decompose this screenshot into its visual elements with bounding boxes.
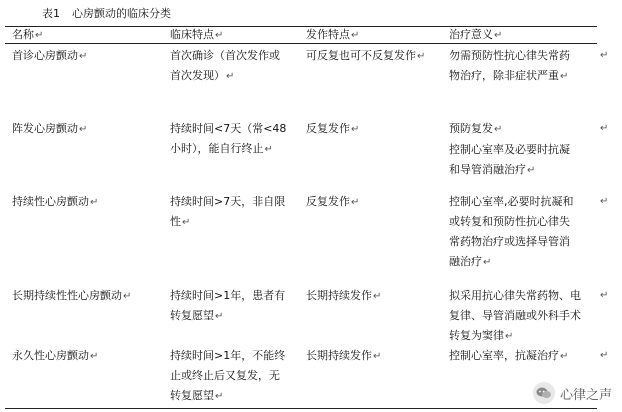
row-5-treatment: 控制心室率，抗凝治疗↵ <box>449 349 569 362</box>
row-3-name: 持续性心房颤动↵ <box>12 195 99 208</box>
table-caption <box>42 7 171 21</box>
table-header-rule <box>5 43 597 44</box>
row-2-end-mark: ↵ <box>600 123 609 134</box>
row-1-clinical: 首次确诊（首次发作或 首次发现）↵ <box>170 49 280 82</box>
watermark <box>533 382 612 404</box>
row-4-end-mark: ↵ <box>600 290 609 301</box>
table-bottom-rule <box>5 408 597 409</box>
row-3-end-mark: ↵ <box>600 196 609 207</box>
header-cell-treatment: 治疗意义↵ <box>449 28 503 41</box>
row-5-onset: 长期持续发作↵ <box>306 349 382 362</box>
row-1-end-mark: ↵ <box>600 50 609 61</box>
row-1-name: 首诊心房颤动↵ <box>12 49 88 62</box>
table-caption-title: 心房颤动的临床分类 <box>72 7 171 20</box>
table-caption-label: 表1 <box>42 7 60 20</box>
row-1-treatment: 勿需预防性抗心律失常药 物治疗，除非症状严重↵ <box>449 49 570 82</box>
header-cell-clinical: 临床特点↵ <box>170 28 224 41</box>
row-2-onset: 反复发作↵ <box>306 122 360 135</box>
row-3-treatment: 控制心室率,必要时抗凝和 或转复和预防性抗心律失 常药物治疗或选择导管消 融治疗↵ <box>449 195 574 268</box>
row-4-name: 长期持续性性心房颤动↵ <box>12 289 132 302</box>
header-cell-onset: 发作特点↵ <box>306 28 360 41</box>
row-5-clinical: 持续时间>1年，不能终 止或终止后又复发，无 转复愿望↵ <box>170 349 286 402</box>
watermark-text: 心律之声 <box>559 387 612 403</box>
table-top-rule <box>5 26 597 27</box>
row-2-name: 阵发心房颤动↵ <box>12 122 88 135</box>
row-4-onset: 长期持续发作↵ <box>306 289 382 302</box>
wechat-bubble-icon <box>533 382 555 404</box>
row-1-onset: 可反复也可不反复发作↵ <box>306 49 426 62</box>
row-3-onset: 反复发作↵ <box>306 195 360 208</box>
row-2-treatment: 预防复发↵ 控制心室率及必要时抗凝 和导管消融治疗↵ <box>449 122 570 176</box>
row-5-name: 永久性心房颤动↵ <box>12 349 99 362</box>
row-2-clinical: 持续时间<7天（常<48 小时），能自行终止↵ <box>170 122 287 155</box>
row-4-treatment: 拟采用抗心律失常药物、电 复律、导管消融或外科手术 转复为窦律↵ <box>449 289 581 342</box>
row-3-clinical: 持续时间>7天，非自限 性↵ <box>170 195 286 228</box>
row-5-end-mark: ↵ <box>600 350 609 361</box>
row-4-clinical: 持续时间>1年，患者有 转复愿望↵ <box>170 289 286 322</box>
header-cell-name: 名称↵ <box>12 28 44 41</box>
